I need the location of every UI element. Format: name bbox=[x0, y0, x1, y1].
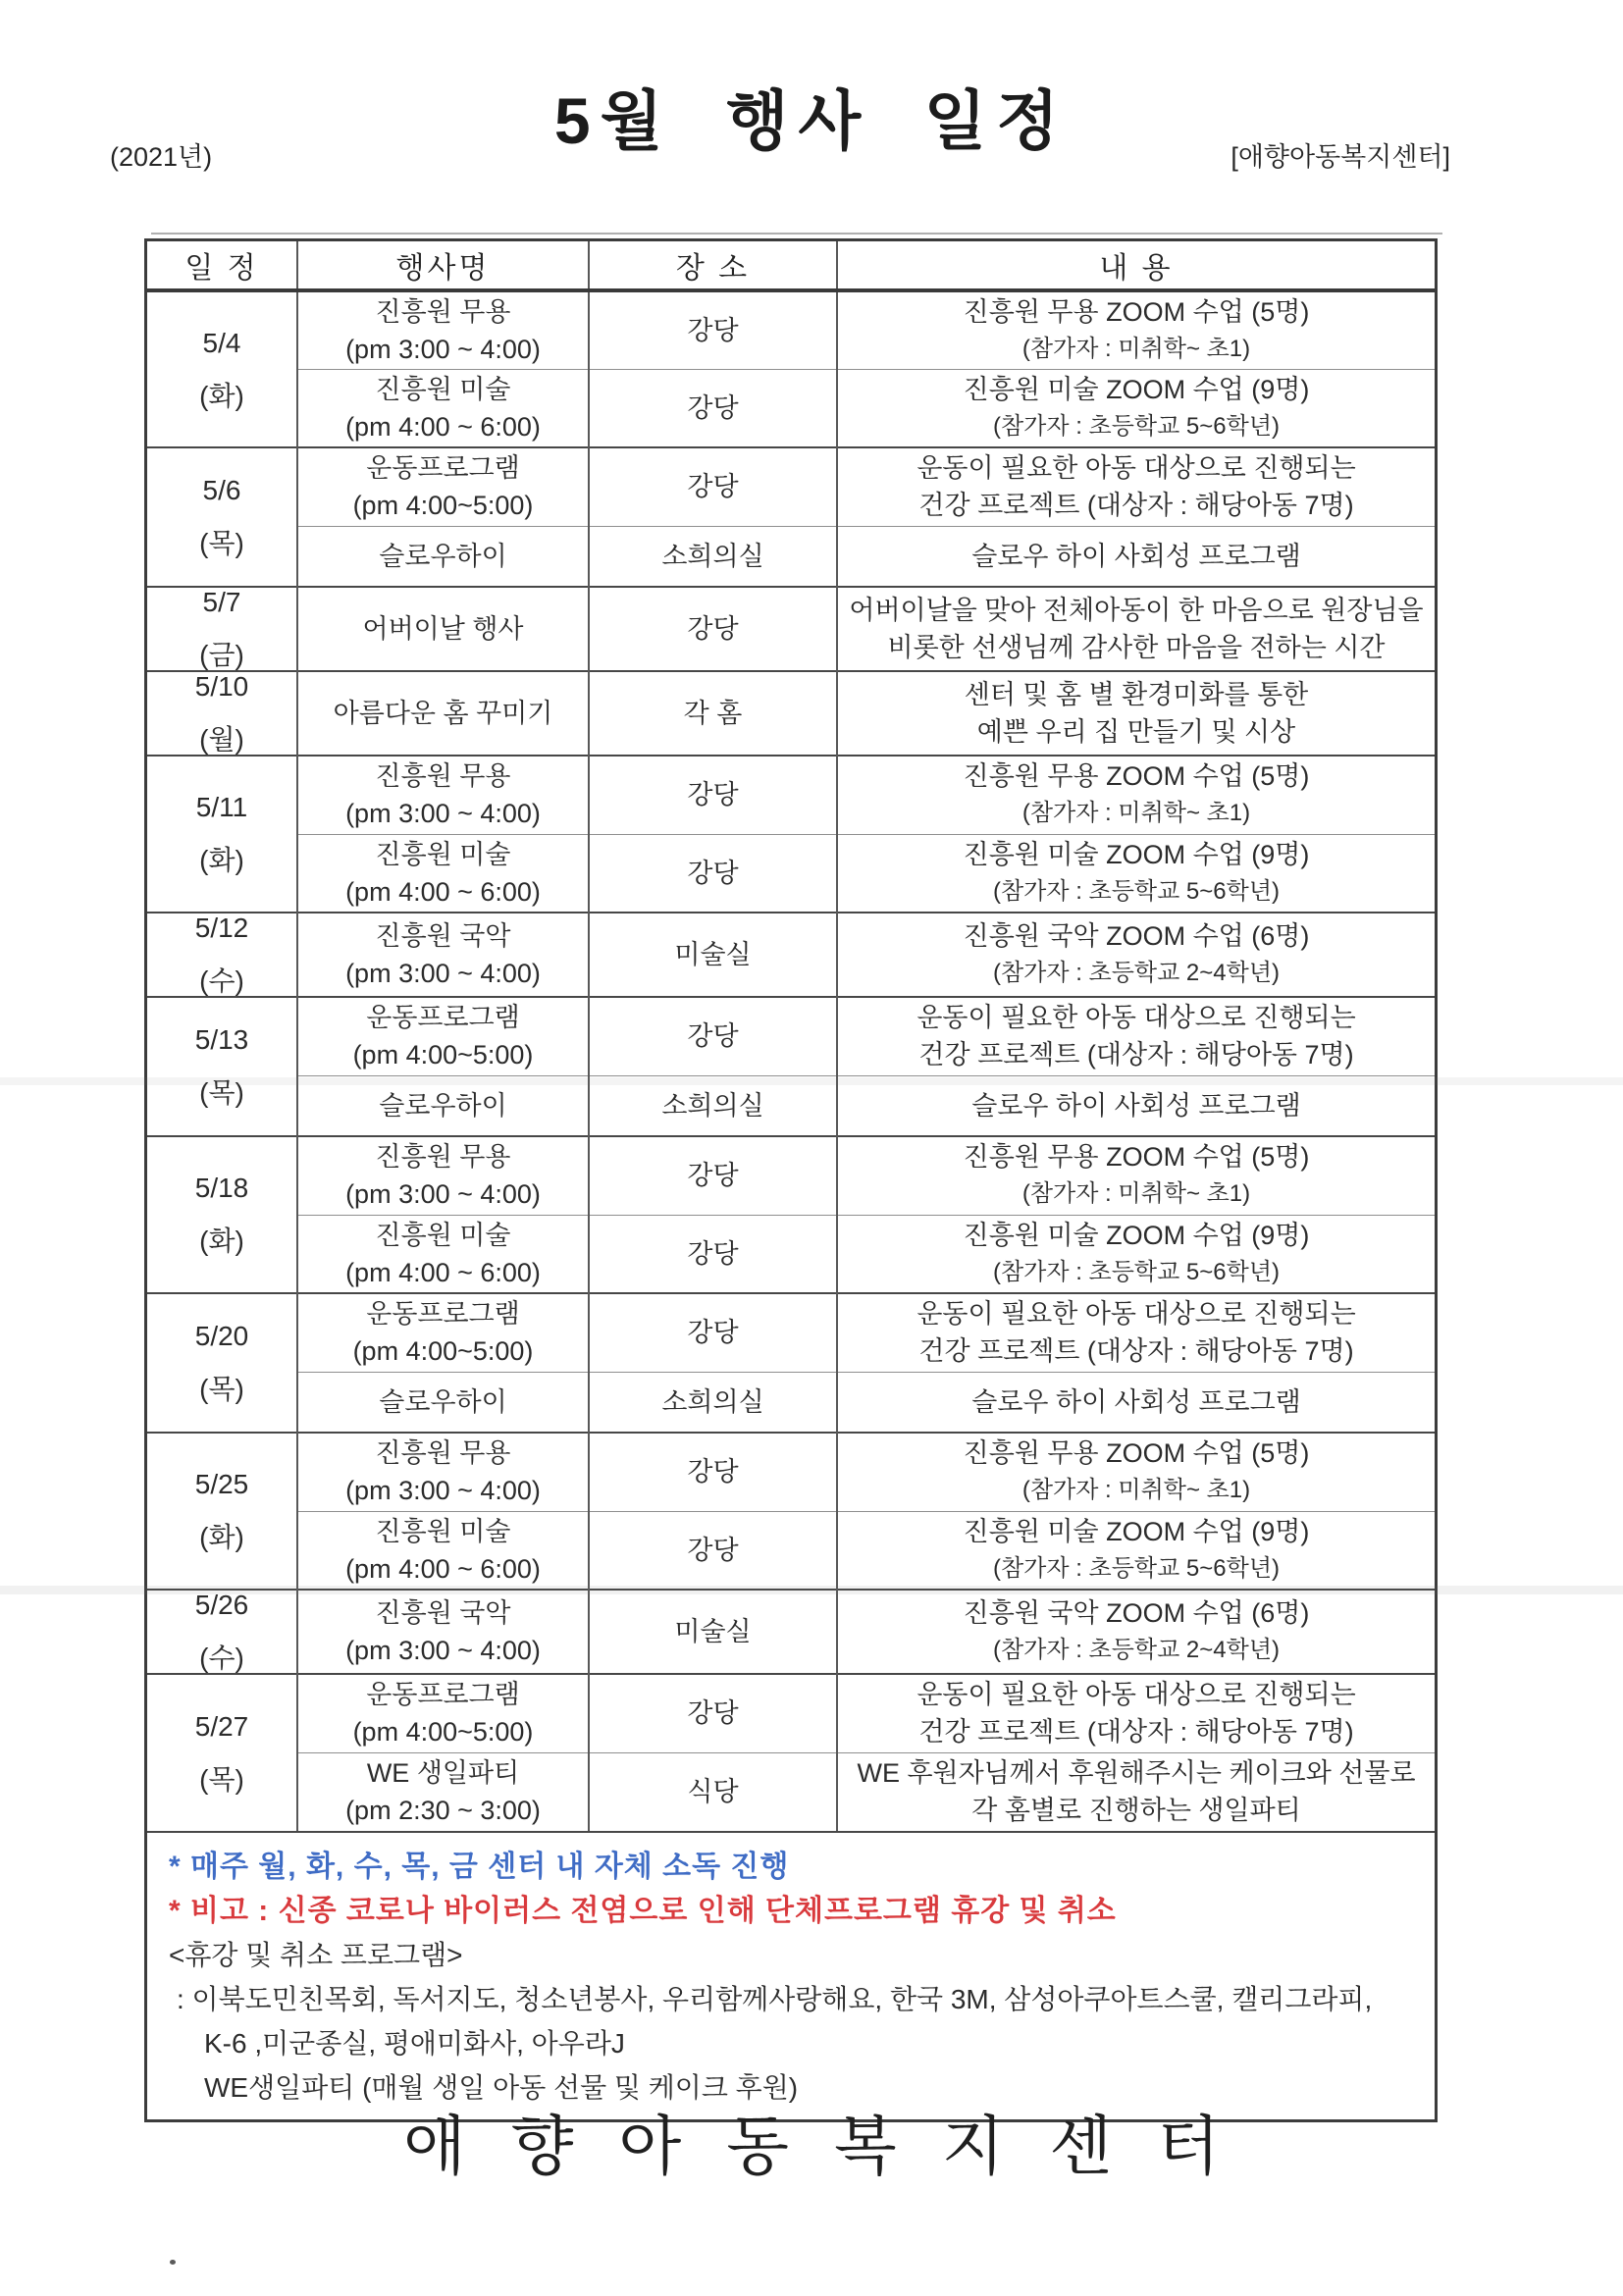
desc-cell bbox=[837, 1075, 1435, 1136]
event-cell bbox=[297, 756, 589, 834]
desc-cell bbox=[837, 1674, 1435, 1752]
desc-line: (참가자 : 초등학교 2~4학년) bbox=[992, 960, 1281, 986]
event-name: 진흥원 국악 bbox=[375, 921, 511, 951]
desc-cell bbox=[837, 369, 1435, 447]
schedule-row bbox=[147, 1215, 1435, 1293]
event-cell bbox=[297, 997, 589, 1075]
schedule-table bbox=[147, 241, 1435, 1831]
place-text: 강당 bbox=[687, 1021, 739, 1052]
schedule-row bbox=[147, 1136, 1435, 1215]
desc-line: 진흥원 무용 ZOOM 수업 (5명) bbox=[963, 296, 1310, 327]
day-text: (목) bbox=[199, 528, 244, 558]
date-stack bbox=[147, 588, 296, 670]
date-cell bbox=[147, 1590, 297, 1674]
schedule-row bbox=[147, 913, 1435, 997]
note-cancel-list-1: : 이북도민친목회, 독서지도, 청소년봉사, 우리함께사랑해요, 한국 3M, 삼성아쿠아트스쿨, 캘리그라피, bbox=[177, 1984, 1373, 2014]
place-text: 강당 bbox=[687, 780, 739, 810]
desc-line: 운동이 필요한 아동 대상으로 진행되는 bbox=[916, 1680, 1356, 1710]
date-stack bbox=[147, 793, 296, 875]
place-text: 강당 bbox=[687, 1161, 739, 1191]
day-text: (수) bbox=[199, 1643, 244, 1673]
header-content: 내 용 bbox=[837, 241, 1435, 290]
event-time: (pm 4:00~5:00) bbox=[352, 1040, 534, 1070]
place-cell bbox=[589, 1136, 837, 1215]
place-cell bbox=[589, 834, 837, 913]
schedule-row bbox=[147, 1433, 1435, 1511]
note-covid-cancel: * 비고 : 신종 코로나 바이러스 전염으로 인해 단체프로그램 휴강 및 취소 bbox=[169, 1895, 1117, 1927]
event-cell bbox=[297, 369, 589, 447]
place-cell bbox=[589, 756, 837, 834]
event-cell bbox=[297, 671, 589, 756]
date-cell bbox=[147, 1674, 297, 1831]
desc-line: 운동이 필요한 아동 대상으로 진행되는 bbox=[916, 1003, 1356, 1033]
event-name: 진흥원 무용 bbox=[375, 296, 511, 327]
footer-org-title: 애향아동복지센터 bbox=[402, 2110, 1266, 2182]
note-disinfection: * 매주 월, 화, 수, 목, 금 센터 내 자체 소독 진행 bbox=[169, 1851, 790, 1883]
desc-line: 진흥원 국악 ZOOM 수업 (6명) bbox=[963, 1598, 1310, 1628]
date-stack bbox=[147, 1470, 296, 1552]
day-text: (목) bbox=[199, 1763, 244, 1795]
event-name: 진흥원 국악 bbox=[375, 1598, 511, 1628]
day-text: (목) bbox=[199, 1077, 244, 1108]
event-name: 운동프로그램 bbox=[366, 1680, 520, 1710]
desc-line: 진흥원 무용 ZOOM 수업 (5명) bbox=[963, 1438, 1310, 1469]
date-stack bbox=[147, 476, 296, 558]
desc-cell bbox=[837, 447, 1435, 526]
day-text: (금) bbox=[199, 640, 244, 670]
event-name: WE 생일파티 bbox=[366, 1758, 520, 1789]
header-event: 행사명 bbox=[297, 241, 589, 290]
schedule-row bbox=[147, 834, 1435, 913]
desc-line: 예쁜 우리 집 만들기 및 시상 bbox=[976, 717, 1296, 747]
desc-line: 진흥원 국악 ZOOM 수업 (6명) bbox=[963, 921, 1310, 951]
place-cell bbox=[589, 1674, 837, 1752]
date-text: 5/4 bbox=[202, 327, 241, 358]
place-cell bbox=[589, 369, 837, 447]
event-cell bbox=[297, 1590, 589, 1674]
place-cell bbox=[589, 997, 837, 1075]
day-text: (화) bbox=[199, 380, 244, 411]
place-text: 소희의실 bbox=[661, 541, 764, 571]
desc-line: 진흥원 미술 ZOOM 수업 (9명) bbox=[963, 1516, 1310, 1546]
schedule-row bbox=[147, 671, 1435, 756]
desc-cell bbox=[837, 1215, 1435, 1293]
desc-line: 슬로우 하이 사회성 프로그램 bbox=[971, 1386, 1301, 1417]
date-stack bbox=[147, 1174, 296, 1256]
desc-line: 진흥원 미술 ZOOM 수업 (9명) bbox=[963, 374, 1310, 404]
schedule-row bbox=[147, 1674, 1435, 1752]
desc-line: 건강 프로젝트 (대상자 : 해당아동 7명) bbox=[918, 1717, 1354, 1748]
desc-line: 운동이 필요한 아동 대상으로 진행되는 bbox=[916, 1299, 1356, 1330]
place-text: 소희의실 bbox=[661, 1386, 764, 1417]
header-place: 장 소 bbox=[589, 241, 837, 290]
desc-line: (참가자 : 미취학~ 초1) bbox=[1021, 335, 1251, 362]
desc-cell bbox=[837, 1433, 1435, 1511]
day-text: (목) bbox=[199, 1374, 244, 1404]
desc-cell bbox=[837, 587, 1435, 671]
note-cancel-list-2: K-6 ,미군종실, 평애미화사, 아우라J bbox=[204, 2028, 625, 2059]
schedule-row bbox=[147, 1372, 1435, 1433]
subline bbox=[110, 135, 1450, 174]
event-cell bbox=[297, 1433, 589, 1511]
schedule-row bbox=[147, 290, 1435, 369]
place-cell bbox=[589, 1590, 837, 1674]
note-cancel-list-3: WE생일파티 (매월 생일 아동 선물 및 케이크 후원) bbox=[204, 2072, 799, 2103]
desc-line: (참가자 : 초등학교 2~4학년) bbox=[992, 1637, 1281, 1663]
event-cell bbox=[297, 1293, 589, 1372]
header-date: 일 정 bbox=[147, 241, 297, 290]
desc-line: 슬로우 하이 사회성 프로그램 bbox=[971, 1090, 1301, 1121]
date-stack bbox=[147, 1591, 296, 1673]
schedule-row bbox=[147, 1293, 1435, 1372]
event-name: 진흥원 미술 bbox=[375, 1516, 511, 1546]
date-stack bbox=[147, 1322, 296, 1404]
place-text: 강당 bbox=[687, 1535, 739, 1565]
place-text: 각 홈 bbox=[683, 699, 743, 728]
schedule-box bbox=[144, 238, 1438, 2122]
date-stack bbox=[147, 1025, 296, 1108]
desc-cell bbox=[837, 834, 1435, 913]
date-cell bbox=[147, 587, 297, 671]
event-name: 진흥원 미술 bbox=[375, 1220, 511, 1250]
date-stack bbox=[147, 1712, 296, 1795]
schedule-row bbox=[147, 756, 1435, 834]
desc-cell bbox=[837, 997, 1435, 1075]
schedule-row bbox=[147, 1075, 1435, 1136]
date-cell bbox=[147, 290, 297, 447]
event-time: (pm 4:00 ~ 6:00) bbox=[345, 1553, 541, 1584]
event-name: 슬로우하이 bbox=[379, 1386, 507, 1417]
desc-line: 운동이 필요한 아동 대상으로 진행되는 bbox=[916, 453, 1356, 484]
place-text: 강당 bbox=[687, 614, 739, 644]
desc-line: 센터 및 홈 별 환경미화를 통한 bbox=[964, 680, 1309, 709]
place-cell bbox=[589, 526, 837, 587]
desc-cell bbox=[837, 526, 1435, 587]
schedule-row bbox=[147, 447, 1435, 526]
event-name: 진흥원 미술 bbox=[375, 839, 511, 869]
desc-line: (참가자 : 미취학~ 초1) bbox=[1021, 1180, 1251, 1208]
desc-line: WE 후원자님께서 후원해주시는 케이크와 선물로 bbox=[857, 1758, 1416, 1789]
place-cell bbox=[589, 1433, 837, 1511]
event-cell bbox=[297, 1075, 589, 1136]
desc-line: (참가자 : 초등학교 5~6학년) bbox=[992, 877, 1281, 905]
desc-cell bbox=[837, 756, 1435, 834]
date-cell bbox=[147, 997, 297, 1136]
event-time: (pm 4:00 ~ 6:00) bbox=[345, 876, 541, 907]
date-stack bbox=[147, 672, 296, 755]
table-header-row bbox=[147, 241, 1435, 290]
place-text: 미술실 bbox=[674, 940, 752, 969]
desc-line: (참가자 : 미취학~ 초1) bbox=[1021, 1477, 1251, 1504]
desc-line: 진흥원 미술 ZOOM 수업 (9명) bbox=[963, 839, 1310, 869]
schedule-row bbox=[147, 1511, 1435, 1590]
date-text: 5/10 bbox=[194, 671, 249, 702]
desc-cell bbox=[837, 1752, 1435, 1831]
schedule-row bbox=[147, 526, 1435, 587]
date-text: 5/26 bbox=[194, 1590, 249, 1620]
event-time: (pm 3:00 ~ 4:00) bbox=[345, 334, 541, 364]
place-text: 강당 bbox=[687, 315, 739, 345]
day-text: (화) bbox=[199, 845, 244, 875]
event-cell bbox=[297, 1215, 589, 1293]
event-cell bbox=[297, 1372, 589, 1433]
event-time: (pm 2:30 ~ 3:00) bbox=[345, 1796, 541, 1826]
event-name: 슬로우하이 bbox=[379, 1090, 507, 1121]
desc-line: (참가자 : 초등학교 5~6학년) bbox=[992, 1554, 1281, 1582]
org-bracket: [애향아동복지센터] bbox=[1230, 142, 1450, 172]
place-cell bbox=[589, 290, 837, 369]
place-text: 강당 bbox=[687, 472, 739, 502]
desc-line: 건강 프로젝트 (대상자 : 해당아동 7명) bbox=[918, 1040, 1354, 1070]
day-text: (수) bbox=[199, 965, 244, 996]
event-name: 진흥원 무용 bbox=[375, 761, 511, 792]
place-cell bbox=[589, 1293, 837, 1372]
event-time: (pm 4:00~5:00) bbox=[352, 491, 534, 521]
date-cell bbox=[147, 1433, 297, 1590]
schedule-row bbox=[147, 369, 1435, 447]
event-time: (pm 4:00 ~ 6:00) bbox=[345, 1257, 541, 1287]
date-text: 5/13 bbox=[194, 1024, 249, 1055]
date-cell bbox=[147, 1136, 297, 1293]
desc-line: 진흥원 무용 ZOOM 수업 (5명) bbox=[963, 1142, 1310, 1173]
desc-line: (참가자 : 미취학~ 초1) bbox=[1021, 800, 1251, 827]
event-time: (pm 3:00 ~ 4:00) bbox=[345, 1636, 541, 1665]
place-cell bbox=[589, 447, 837, 526]
desc-line: 각 홈별로 진행하는 생일파티 bbox=[971, 1796, 1301, 1826]
event-cell bbox=[297, 1136, 589, 1215]
place-cell bbox=[589, 1372, 837, 1433]
desc-cell bbox=[837, 1372, 1435, 1433]
event-time: (pm 3:00 ~ 4:00) bbox=[345, 959, 541, 988]
schedule-row bbox=[147, 997, 1435, 1075]
desc-line: 진흥원 무용 ZOOM 수업 (5명) bbox=[963, 761, 1310, 792]
page-title: 5월 행사 일정 bbox=[553, 84, 1070, 157]
desc-line: (참가자 : 초등학교 5~6학년) bbox=[992, 1258, 1281, 1285]
event-cell bbox=[297, 1511, 589, 1590]
event-name: 어버이날 행사 bbox=[362, 614, 524, 644]
event-cell bbox=[297, 1674, 589, 1752]
event-name: 운동프로그램 bbox=[366, 1299, 520, 1330]
event-name: 진흥원 무용 bbox=[375, 1438, 511, 1469]
place-cell bbox=[589, 1511, 837, 1590]
place-text: 식당 bbox=[687, 1777, 739, 1807]
date-text: 5/18 bbox=[194, 1173, 249, 1203]
desc-cell bbox=[837, 671, 1435, 756]
event-name: 운동프로그램 bbox=[366, 1003, 520, 1033]
desc-cell bbox=[837, 1511, 1435, 1590]
event-time: (pm 4:00 ~ 6:00) bbox=[345, 411, 541, 442]
schedule-row bbox=[147, 1752, 1435, 1831]
event-cell bbox=[297, 1752, 589, 1831]
event-name: 진흥원 미술 bbox=[375, 374, 511, 404]
event-cell bbox=[297, 290, 589, 369]
event-cell bbox=[297, 587, 589, 671]
date-text: 5/20 bbox=[194, 1321, 249, 1351]
place-text: 강당 bbox=[687, 858, 739, 888]
desc-line: 비롯한 선생님께 감사한 마음을 전하는 시간 bbox=[887, 633, 1386, 662]
day-text: (화) bbox=[199, 1226, 244, 1256]
day-text: (월) bbox=[199, 724, 244, 755]
desc-cell bbox=[837, 1590, 1435, 1674]
schedule-row bbox=[147, 1590, 1435, 1674]
desc-cell bbox=[837, 1136, 1435, 1215]
desc-cell bbox=[837, 913, 1435, 997]
event-cell bbox=[297, 913, 589, 997]
place-text: 강당 bbox=[687, 1238, 739, 1269]
place-text: 강당 bbox=[687, 1457, 739, 1487]
scan-artifact bbox=[170, 2260, 176, 2265]
date-text: 5/12 bbox=[194, 913, 249, 943]
day-text: (화) bbox=[199, 1522, 244, 1552]
date-cell bbox=[147, 913, 297, 997]
date-cell bbox=[147, 447, 297, 587]
event-time: (pm 3:00 ~ 4:00) bbox=[345, 1476, 541, 1506]
place-cell bbox=[589, 1215, 837, 1293]
event-cell bbox=[297, 526, 589, 587]
place-text: 소희의실 bbox=[661, 1090, 764, 1121]
place-text: 미술실 bbox=[674, 1617, 752, 1646]
date-text: 5/7 bbox=[202, 587, 241, 617]
place-cell bbox=[589, 1752, 837, 1831]
desc-line: 슬로우 하이 사회성 프로그램 bbox=[971, 541, 1301, 571]
place-cell bbox=[589, 671, 837, 756]
desc-line: 어버이날을 맞아 전체아동이 한 마음으로 원장님을 bbox=[849, 596, 1424, 625]
place-cell bbox=[589, 1075, 837, 1136]
desc-cell bbox=[837, 290, 1435, 369]
event-time: (pm 4:00~5:00) bbox=[352, 1717, 534, 1748]
date-text: 5/11 bbox=[195, 792, 248, 822]
desc-line: (참가자 : 초등학교 5~6학년) bbox=[992, 412, 1281, 440]
event-name: 아름다운 홈 꾸미기 bbox=[333, 699, 553, 728]
desc-line: 건강 프로젝트 (대상자 : 해당아동 7명) bbox=[918, 491, 1354, 521]
date-stack bbox=[147, 913, 296, 996]
date-text: 5/6 bbox=[202, 475, 241, 505]
event-name: 운동프로그램 bbox=[366, 453, 520, 484]
event-time: (pm 3:00 ~ 4:00) bbox=[345, 799, 541, 829]
desc-line: 진흥원 미술 ZOOM 수업 (9명) bbox=[963, 1220, 1310, 1250]
event-name: 슬로우하이 bbox=[379, 541, 507, 571]
place-cell bbox=[589, 587, 837, 671]
notes-section bbox=[147, 1831, 1435, 2119]
note-cancel-list-title: <휴강 및 취소 프로그램> bbox=[169, 1940, 463, 1970]
date-text: 5/27 bbox=[194, 1710, 249, 1742]
event-time: (pm 3:00 ~ 4:00) bbox=[345, 1179, 541, 1210]
date-cell bbox=[147, 756, 297, 913]
place-text: 강당 bbox=[687, 392, 739, 423]
event-name: 진흥원 무용 bbox=[375, 1142, 511, 1173]
date-stack bbox=[147, 329, 296, 411]
event-cell bbox=[297, 834, 589, 913]
place-text: 강당 bbox=[687, 1318, 739, 1348]
place-text: 강당 bbox=[687, 1698, 739, 1729]
desc-cell bbox=[837, 1293, 1435, 1372]
desc-line: 건강 프로젝트 (대상자 : 해당아동 7명) bbox=[918, 1336, 1354, 1367]
event-cell bbox=[297, 447, 589, 526]
date-cell bbox=[147, 671, 297, 756]
date-cell bbox=[147, 1293, 297, 1433]
date-text: 5/25 bbox=[194, 1469, 249, 1499]
year-note: (2021년) bbox=[110, 142, 213, 172]
place-cell bbox=[589, 913, 837, 997]
schedule-row bbox=[147, 587, 1435, 671]
event-time: (pm 4:00~5:00) bbox=[352, 1336, 534, 1367]
